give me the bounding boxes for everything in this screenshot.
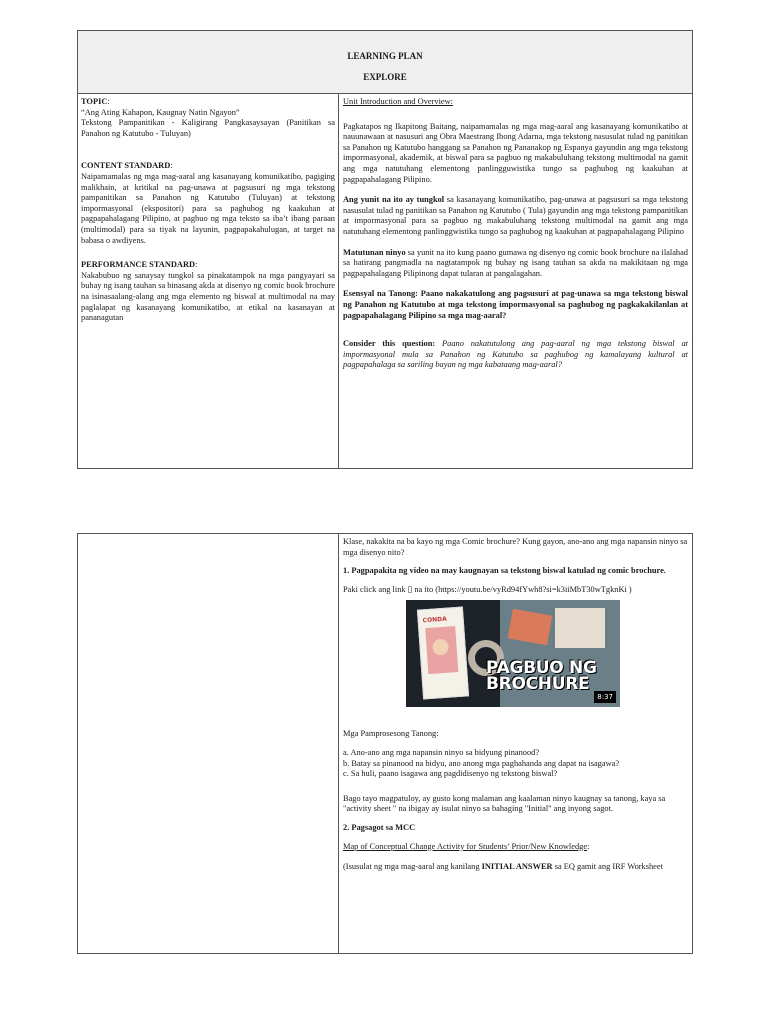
- unit-focus-bold: Ang yunit na ito ay tungkol: [343, 195, 445, 205]
- instruction-post: sa EQ gamit ang IRF Worksheet: [552, 862, 663, 872]
- learning-plan-page-1: [77, 30, 693, 469]
- content-standard-label: CONTENT STANDARD: [81, 161, 171, 171]
- learn-bold: Matutunan ninyo: [343, 247, 406, 257]
- overview-heading: Unit Introduction and Overview:: [343, 97, 454, 106]
- questions-heading: Mga Pamprosesong Tanong:: [343, 729, 439, 739]
- consider-text: Paano nakatutulong ang pag-aaral ng mga tekstong biswal at impormasyonal mula sa Panahon ng Katutubo sa paghubog ng kamalayang kultural at pagpapahalaga sa sariling bayan ng mga kabataang mag-aaral?: [343, 339, 688, 370]
- video-title-line-1: PAGBUO NG: [486, 658, 597, 679]
- topic-title: “Ang Ating Kahapon, Kaugnay Natin Ngayon”: [81, 107, 240, 117]
- before-text: Bago tayo magpatuloy, ay gusto kong malaman ang kaalaman ninyo kaugnay sa tanong, kaya sa "activity sheet " na ibigay ay isulat ninyo sa bahaging "Initial" ang inyong sagot.: [343, 793, 666, 814]
- overview-text: Pagkatapos ng Ikapitong Baitang, naipamamalas ng mga mag-aaral ang kasanayang komunikatibo at nauunawaan at nasusuri ang Obra Maestrang Ibong Adarna, mga tekstong nasusulat tulad ng panitikan sa Panahon ng Katutubo hanggang sa Panahon ng Pananakop ng Espanya gayundin ang mga tekstong impormasyonal, akademik, at biswal para sa pagbuo ng makabuluhang tekstong multimodal na gamit ang mga natutuhang elementong panlingguwistika tungo sa paghubog ng kaakuhan at pagpapahalagang Pilipino.: [343, 121, 688, 184]
- plan-header: [78, 31, 692, 94]
- mcc-title-line: [343, 842, 688, 853]
- performance-standard-text: Nakabubuo ng sanaysay tungkol sa pinakatampok na mga pangyayari sa buhay ng isang tauhan sa binasang akda at disenyo ng comic book brochure na isinasaalang-alang ang mga elemento ng biswal at multimodal na may paglalapat ng kasanayang komunikatibo, at etikal na kasanayan at pananagutan: [81, 270, 335, 323]
- topic-label: TOPIC: [81, 97, 108, 106]
- instruction-text: [343, 862, 688, 873]
- left-column-empty: [78, 534, 339, 953]
- question-a: a. Ano-ano ang mga napansin ninyo sa bidyung pinanood?: [343, 747, 540, 757]
- video-title-line-2: BROCHURE: [486, 674, 590, 695]
- unit-focus-text: sa kasanayang komunikatibo, pag-unawa at pagsusuri sa mga tekstong nasusulat tulad ng panitikan sa Panahon ng Katutubo ( Tula) gayundin ang mga tekstong pampanitikan at impormasyonal para sa pagbuo ng makabuluhang tekstong multimodal na gamit ang mga natutuhang elementong panlinggwistika tungo sa paghubog ng kaakuhan at pagpapahalagang Pilipino: [343, 195, 688, 236]
- step-1-heading: 1. Pagpapakita ng video na may kaugnayan sa tekstong biswal katulad ng comic brochure.: [343, 566, 666, 576]
- learn-text: sa yunit na ito kung paano gumawa ng disenyo ng comic book brochure na ilalahad sa hatirang pangmadla na nagtatampok ng buhay ng isang tauhan sa akda na makikitaan ng mga pagpapahalagang Pilipinong dapat tularan at pangalagahan.: [343, 247, 688, 278]
- intro-text: Klase, nakakita na ba kayo ng mga Comic brochure? Kung gayon, ano-ano ang mga napansin ninyo sa mga disenyo nito?: [343, 537, 688, 557]
- comic-brochure-image: [417, 607, 469, 700]
- consider-paragraph: [343, 339, 688, 371]
- mcc-colon: :: [587, 841, 590, 851]
- mcc-title: Map of Conceptual Change Activity for Students’ Prior/New Knowledge: [343, 841, 588, 851]
- card-title: CONDA: [422, 616, 448, 625]
- question-b: b. Batay sa pinanood na bidyu, ano anong mga paghahanda ang dapat na isagawa?: [343, 758, 620, 768]
- left-column: TOPIC: “Ang Ating Kahapon, Kaugnay Natin Ngayon” Tekstong Pampanitikan - Kaligirang Pangkasaysayan (Panitikan sa Panahon ng Katutubo - Tuluyan) CONTENT STANDARD: Naipamamalas ng mga mag-aaral ang kasanayang komunikatibo, pagiging malikhain, at kritikal na pag-unawa at pagsusuri ng mga tekstong pampanitikan sa Panahon ng Katutubo (Tuluyan) at tekstong impormasyonal (ekspositori) para sa paghubog ng kaakuhan at pagpapahalagang Pilipino, at pagbuo ng mga teksto sa iba’t ibang paraan (multimodal) para sa tiyak na layunin, pagpapakahulugan, at target na babasa o awdiyens. PERFORMANCE STANDARD: Nakabubuo ng sanaysay tungkol sa pinakatampok na mga pangyayari sa buhay ng isang tauhan sa binasang akda at disenyo ng comic book brochure na isinasaalang-alang ang mga elemento ng biswal at multimodal na may paglalapat ng kasanayang komunikatibo, at etikal na kasanayan at pananagutan: [78, 94, 339, 468]
- plan-title: LEARNING PLAN: [347, 51, 423, 61]
- right-column: [339, 94, 692, 468]
- video-duration: 8:37: [594, 691, 616, 704]
- video-thumbnail[interactable]: [406, 600, 620, 707]
- topic-subtitle: Tekstong Pampanitikan - Kaligirang Pangkasaysayan (Panitikan sa Panahon ng Katutubo - Tuluyan): [81, 118, 335, 138]
- consider-bold: Consider this question:: [343, 339, 436, 349]
- learn-paragraph: [343, 248, 688, 280]
- instruction-bold: INITIAL ANSWER: [481, 862, 553, 872]
- learning-plan-page-2: [77, 533, 693, 954]
- performance-standard-label: PERFORMANCE STANDARD: [81, 260, 196, 270]
- unit-focus-paragraph: [343, 195, 688, 237]
- question-c: c. Sa huli, paano isagawa ang pagdidisenyo ng tekstong biswal?: [343, 769, 558, 779]
- right-column: [339, 534, 692, 953]
- video-title: [486, 658, 597, 695]
- essential-question: Esensyal na Tanong: Paano nakakatulong ang pagsusuri at pag-unawa sa mga tekstong biswal ng Panahon ng Katutubo at mga tekstong impormasyonal sa paghubog ng pagkakakilanlan at pagpapahalagang Pilipino sa mga mag-aaral?: [343, 289, 688, 320]
- step-2-heading: 2. Pagsagot sa MCC: [343, 822, 416, 832]
- instruction-pre: (Isusulat ng mga mag-aaral ang kanilang: [343, 862, 482, 872]
- content-standard-text: Naipamamalas ng mga mag-aaral ang kasanayang komunikatibo, pagiging malikhain, at kritikal na pag-unawa at pagsusuri ng mga tekstong pampanitikan sa Panahon ng Katutubo (Tuluyan) at tekstong impormasyonal (ekspositori) para sa paghubog ng kaakuhan at pagpapahalagang Pilipino, at pagbuo ng mga teksto sa iba’t ibang paraan (multimodal) para sa tiyak na layunin, pagpapakahulugan, at target na babasa o awdiyens.: [81, 171, 335, 245]
- plan-subtitle: EXPLORE: [363, 72, 407, 82]
- video-link-text[interactable]: Paki click ang link ▯ na ito (https://youtu.be/vyRd94fYwh8?si=k3iiMbT30wTgknKi ): [343, 584, 632, 594]
